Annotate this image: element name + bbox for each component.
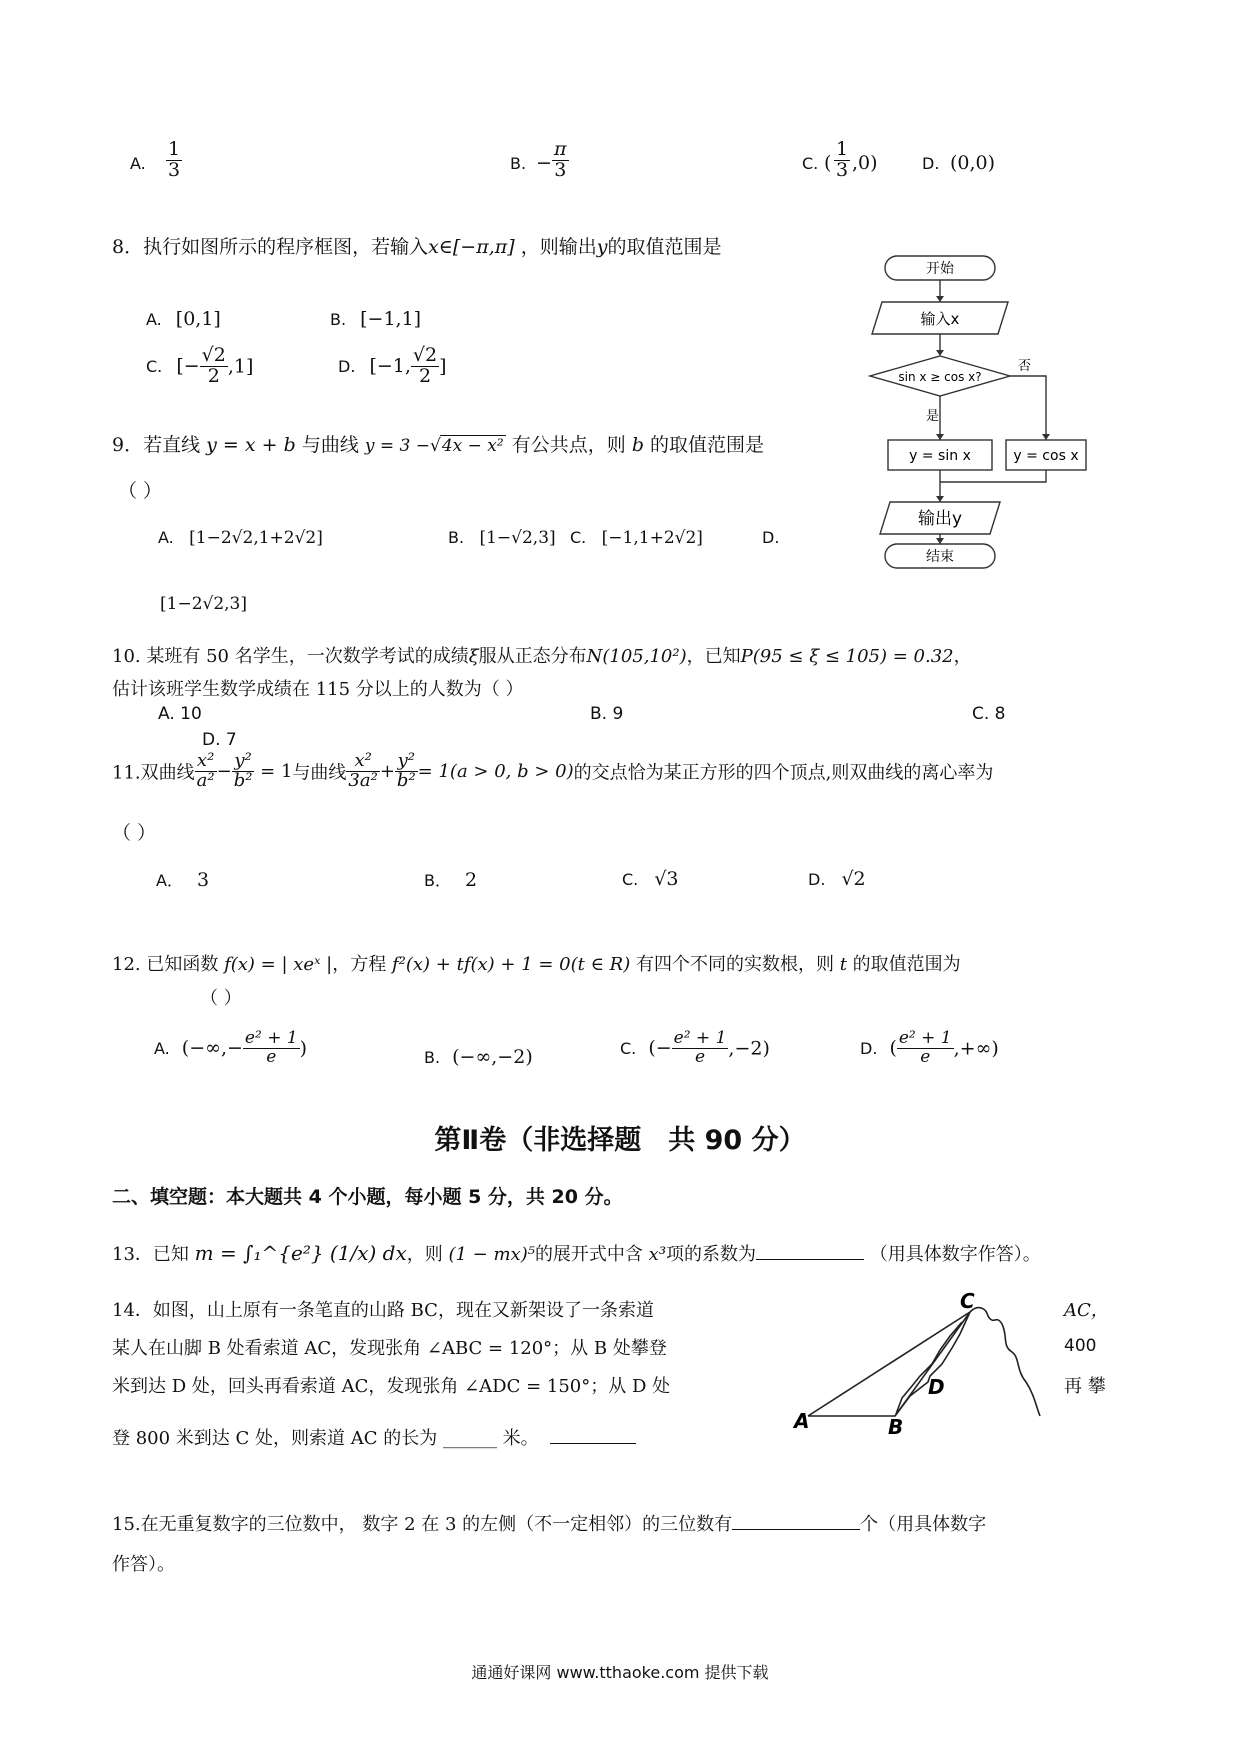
q12-option-b: B. (−∞,−2) [424,1046,533,1068]
q15-answer-blank[interactable] [732,1529,860,1530]
q14-line2: 某人在山脚 B 处看索道 AC，发现张角 ∠ABC = 120°；从 B 处攀登 [112,1338,667,1359]
q10-option-d: D. 7 [202,730,237,750]
q14-line3: 米到达 D 处，回头再看索道 AC，发现张角 ∠ADC = 150°；从 D 处 [112,1376,671,1397]
flow-right-assign-text: y = cos x [1013,448,1079,464]
q7-c-fraction: $\frac{1}{3}$ [836,138,849,181]
q13-answer-blank[interactable] [756,1259,864,1260]
q9-option-b: B. [1−√2,3] [448,528,556,548]
q10-line1: 10. 某班有 50 名学生，一次数学考试的成绩ξ服从正态分布N(105,10²)，已知P(95 ≤ ξ ≤ 105) = 0.32， [112,646,972,667]
q14-fig-b: B [888,1415,904,1436]
q12-option-c: C. (− $\frac{\text{e² + 1}}{e}$ ,−2) [620,1028,770,1067]
q14-fig-a: A [794,1409,810,1433]
q12-option-d: D. ( $\frac{\text{e² + 1}}{e}$ ,+∞) [860,1028,999,1067]
q10-option-b: B. 9 [590,704,624,724]
q8-option-b: B. [−1,1] [330,308,422,330]
q14-line1: 14．如图，山上原有一条笔直的山路 BC，现在又新架设了一条索道 [112,1300,654,1321]
flow-yes-label: 是 [926,409,940,424]
q11-ellipse-x: $\frac{\text{x²}}{\text{3a²}}$ [348,750,378,791]
q7-options [128,140,1028,192]
q12-option-a: A. (−∞,− $\frac{\text{e² + 1}}{e}$ ) [154,1028,308,1067]
q7-c-label: C. [802,154,819,173]
q11-stem: 11.双曲线 $\frac{\text{x²}}{\text{a²}}$ − $\frac{\text{y²}}{\text{b²}}$ = 1与曲线 $\frac{\text{x²}}{\text{3a²}}$ + $\frac{\text{y²}}{\text{b²}}$ = 1(a > 0, b > 0)的交点恰为某正方形的四个顶点,则双曲线的离心率为 [112,750,994,791]
q11-option-d: D. √2 [808,868,866,890]
q15-line1: 15.在无重复数字的三位数中， 数字 2 在 3 的左侧（不一定相邻）的三位数有 个（用具体数字 [112,1514,987,1535]
q14-line4: 登 800 米到达 C 处，则索道 AC 的长为 ______ 米。 [112,1424,636,1450]
q7-a-fraction: $\frac{1}{3}$ [168,138,181,181]
q12-stem: 12. 已知函数 f(x) = | xeˣ |，方程 f²(x) + tf(x) + 1 = 0(t ∈ R) 有四个不同的实数根，则 t 的取值范围为 [112,954,961,975]
flow-input-text: 输入x [920,310,960,328]
flow-left-assign-text: y = sin x [909,448,971,464]
q8-stem: 8．执行如图所示的程序框图，若输入x∈[−π,π] ，则输出y的取值范围是 [112,236,722,258]
flow-condition-text: sin x ≥ cos x? [898,370,982,384]
q11-hyperbola-y: $\frac{\text{y²}}{\text{b²}}$ [233,750,253,791]
q9-option-d-label: D. [762,528,780,547]
flow-start-text: 开始 [926,261,954,277]
page-footer: 通通好课网 www.tthaoke.com 提供下载 [471,1663,769,1682]
q7-d-value: (0,0) [950,152,996,174]
q7-d-label: D. [922,154,940,173]
flowchart-diagram [850,250,1090,580]
q8-option-a: A. [0,1] [146,308,221,330]
q7-c-open: ( [824,152,832,174]
q14-answer-blank[interactable] [550,1443,636,1444]
q14-fig-c: C [960,1289,975,1313]
q8-option-c: C. [− $\frac{√2}{2}$ ,1] [146,344,254,387]
q9-option-c: C. [−1,1+2√2] [570,528,703,548]
q14-mountain-figure [790,1286,1060,1436]
q9-stem: 9．若直线 y = x + b 与曲线 y = 3 −√4x − x² 有公共点，则 b 的取值范围是 [112,434,765,456]
q7-c-close: ,0) [852,152,878,174]
section-title: 第Ⅱ卷（非选择题 共 90 分） [434,1125,806,1156]
q11-option-b: B． 2 [424,869,478,891]
q14-line2-right: 400 [1064,1336,1097,1356]
q10-option-c: C. 8 [972,704,1006,724]
flow-end-text: 结束 [926,549,954,565]
q10-option-a: A. 10 [158,704,202,724]
section-heading: 二、填空题：本大题共 4 个小题，每小题 5 分，共 20 分。 [112,1186,623,1208]
q11-paren: （ ） [112,822,157,844]
q9-paren: （ ） [118,480,163,502]
q7-b-fraction: $\frac{\pi}{3}$ [554,138,567,181]
q7-b-label: B. [510,154,527,173]
q7-b-sign: − [536,152,552,174]
q11-option-c: C. √3 [622,868,679,890]
flow-no-label: 否 [1018,359,1032,374]
q9-option-d-value: [1−2√2,3] [160,594,248,614]
q13-stem: 13．已知 m = ∫₁^{e²} (1/x) dx，则 (1 − mx)⁵的展开式中含 x³项的系数为 （用具体数字作答）。 [112,1241,1041,1265]
q11-option-a: A． 3 [156,869,210,891]
q14-fig-d: D [928,1375,945,1399]
q11-hyperbola-x: $\frac{\text{x²}}{\text{a²}}$ [196,750,215,791]
q10-line2: 估计该班学生数学成绩在 115 分以上的人数为（ ） [112,679,524,700]
q7-a-label: A. [130,154,146,173]
q12-paren: （ ） [200,988,242,1009]
q9-option-a: A. [1−2√2,1+2√2] [158,528,323,548]
q15-line2: 作答）。 [112,1554,175,1575]
q11-ellipse-y: $\frac{\text{y²}}{\text{b²}}$ [396,750,416,791]
q14-line1-right: AC， [1064,1300,1109,1321]
flow-output-text: 输出y [917,509,963,529]
q8-option-d: D. [−1, $\frac{√2}{2}$ ] [338,344,447,387]
q14-line3-right: 再 攀 [1064,1376,1106,1397]
